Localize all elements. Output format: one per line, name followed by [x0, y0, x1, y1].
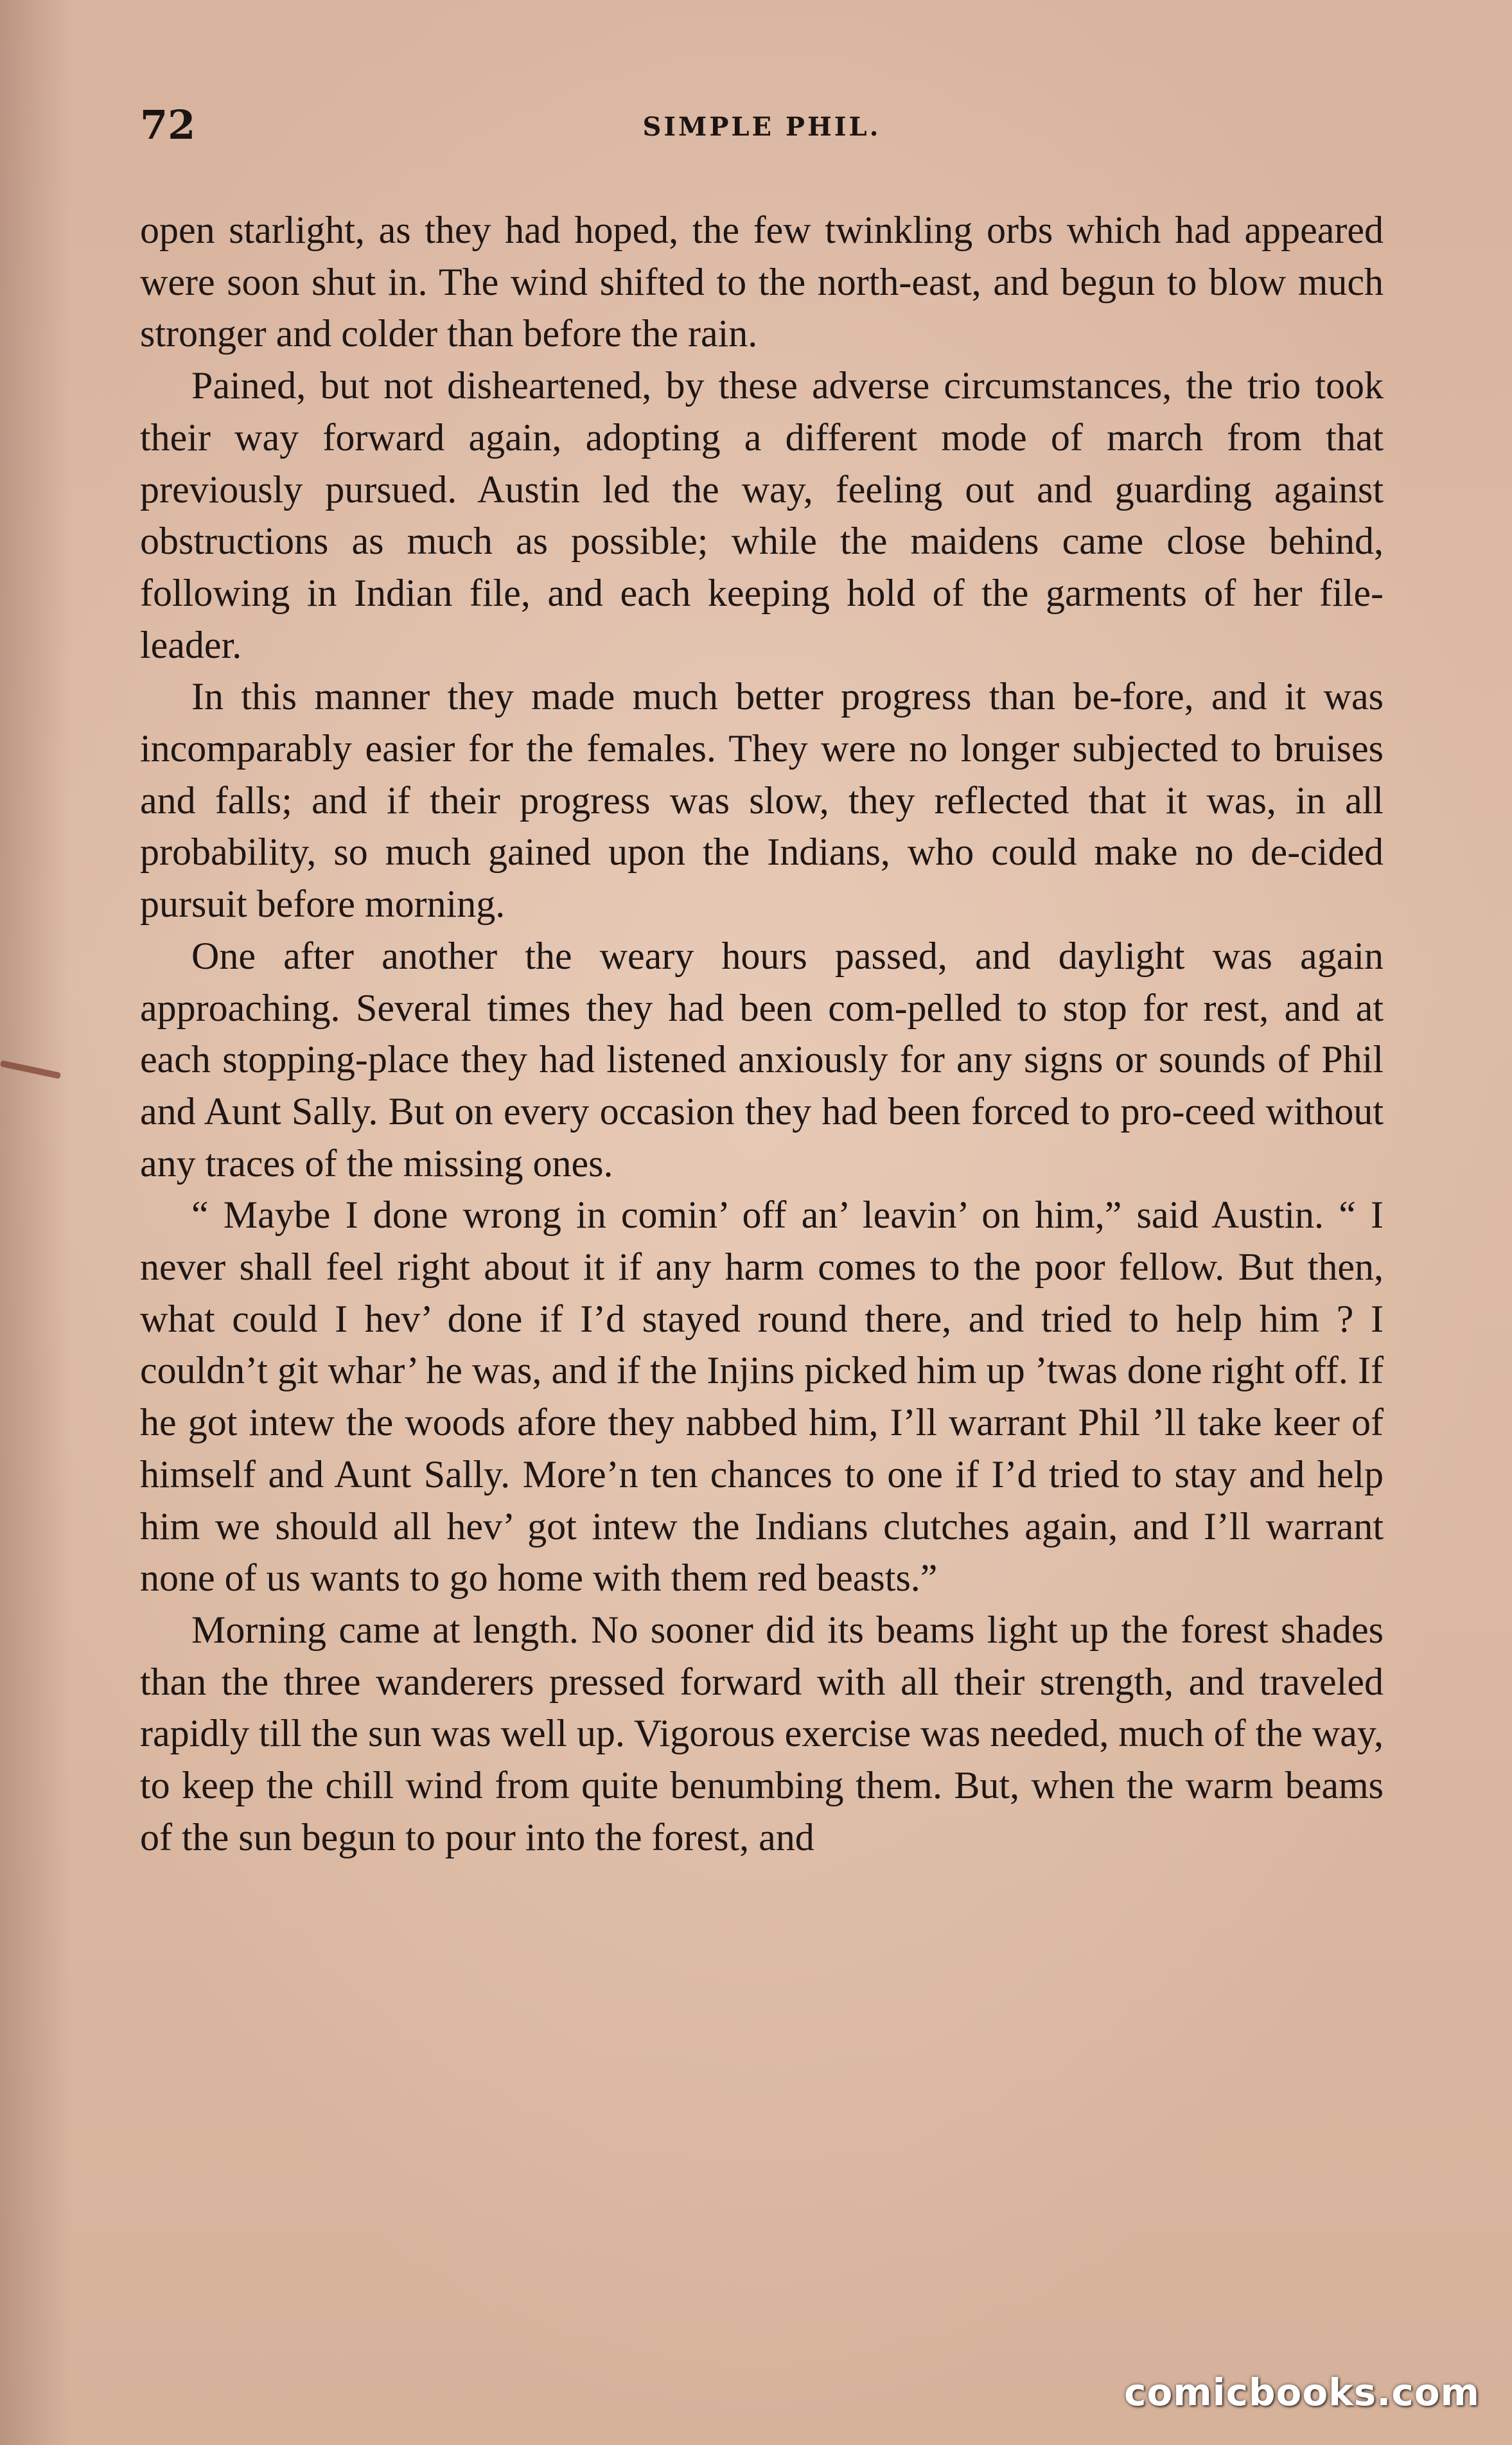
paragraph-2: Pained, but not disheartened, by these adverse circumstances, the trio took their way forward again, adopting a different mode of march from that previously pursued. Austin led the way, feeling out and guarding against obstructions as much as possible; while the maidens came close behind, following in Indian file, and each keeping hold of the garments of her file-leader. [140, 364, 1384, 666]
page-number: 72 [140, 102, 196, 148]
paragraph-3: In this manner they made much better progress than be-fore, and it was incomparably easier for the females. They were no longer subjected to bruises and falls; and if their progress was slow, they reflected that it was, in all probability, so much gained upon the Indians, who could make no de-cided pursuit before morning. [140, 675, 1384, 926]
page-header [140, 96, 1384, 154]
body-text [140, 204, 1384, 1864]
paragraph-5: “ Maybe I done wrong in comin’ off an’ leavin’ on him,” said Austin. “ I never shall feel right about it if any harm comes to the poor fellow. But then, what could I hev’ done if I’d stayed round there, and tried to help him ? I couldn’t git whar’ he was, and if the Injins picked him up ’twas done right off. If he got intew the woods afore they nabbed him, I’ll warrant Phil ’ll take keer of himself and Aunt Sally. More’n ten chances to one if I’d tried to stay and help him we should all hev’ got intew the Indians clutches again, and I’ll warrant none of us wants to go home with them red beasts.” [140, 1194, 1384, 1600]
site-watermark: comicbooks.com [1124, 2370, 1480, 2414]
paragraph-4: One after another the weary hours passed, and daylight was again approaching. Several times they had been com-pelled to stop for rest, and at each stopping-place they had listened anxiously for any signs or sounds of Phil and Aunt Sally. But on every occasion they had been forced to pro-ceed without any traces of the missing ones. [140, 934, 1384, 1185]
paragraph-6: Morning came at length. No sooner did its beams light up the forest shades than the three wanderers pressed forward with all their strength, and traveled rapidly till the sun was well up. Vigorous exercise was needed, much of the way, to keep the chill wind from quite benumbing them. But, when the warm beams of the sun begun to pour into the forest, and [140, 1608, 1384, 1858]
running-title: SIMPLE PHIL. [642, 112, 881, 142]
paragraph-1: open starlight, as they had hoped, the few twinkling orbs which had appeared were soon shut in. The wind shifted to the north-east, and begun to blow much stronger and colder than before the rain. [140, 209, 1384, 355]
page-edge-shadow [0, 0, 71, 2445]
